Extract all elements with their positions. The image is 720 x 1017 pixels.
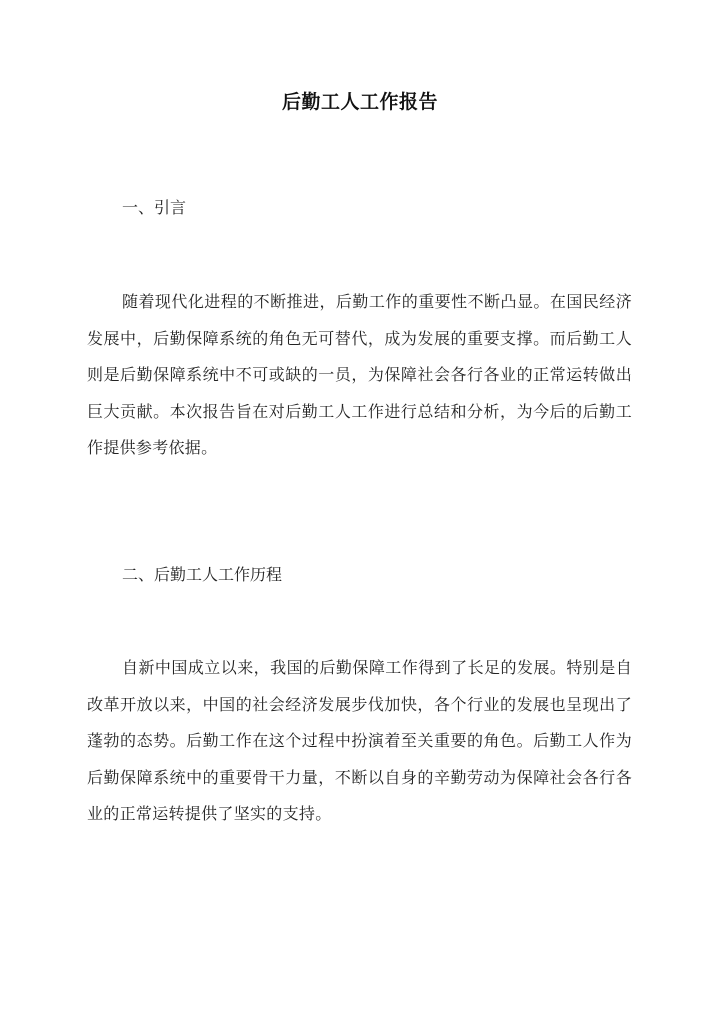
- section-heading-introduction: 一、引言: [122, 198, 187, 217]
- document-title: 后勤工人工作报告: [281, 91, 438, 113]
- section-paragraph-introduction: 随着现代化进程的不断推进，后勤工作的重要性不断凸显。在国民经济发展中，后勤保障系统的角色无可替代，成为发展的重要支撑。而后勤工人则是后勤保障系统中不可或缺的一员，为保障社会各行各业的正常运转做出巨大贡献。本次报告旨在对后勤工人工作进行总结和分析，为今后的后勤工作提供参考依据。: [87, 292, 632, 457]
- section-heading-work-history: 二、后勤工人工作历程: [122, 565, 283, 584]
- section-paragraph-work-history: 自新中国成立以来，我国的后勤保障工作得到了长足的发展。特别是自改革开放以来，中国的社会经济发展步伐加快，各个行业的发展也呈现出了蓬勃的态势。后勤工作在这个过程中扮演着至关重要的角色。后勤工人作为后勤保障系统中的重要骨干力量，不断以自身的辛勤劳动为保障社会各行各业的正常运转提供了坚实的支持。: [87, 658, 632, 823]
